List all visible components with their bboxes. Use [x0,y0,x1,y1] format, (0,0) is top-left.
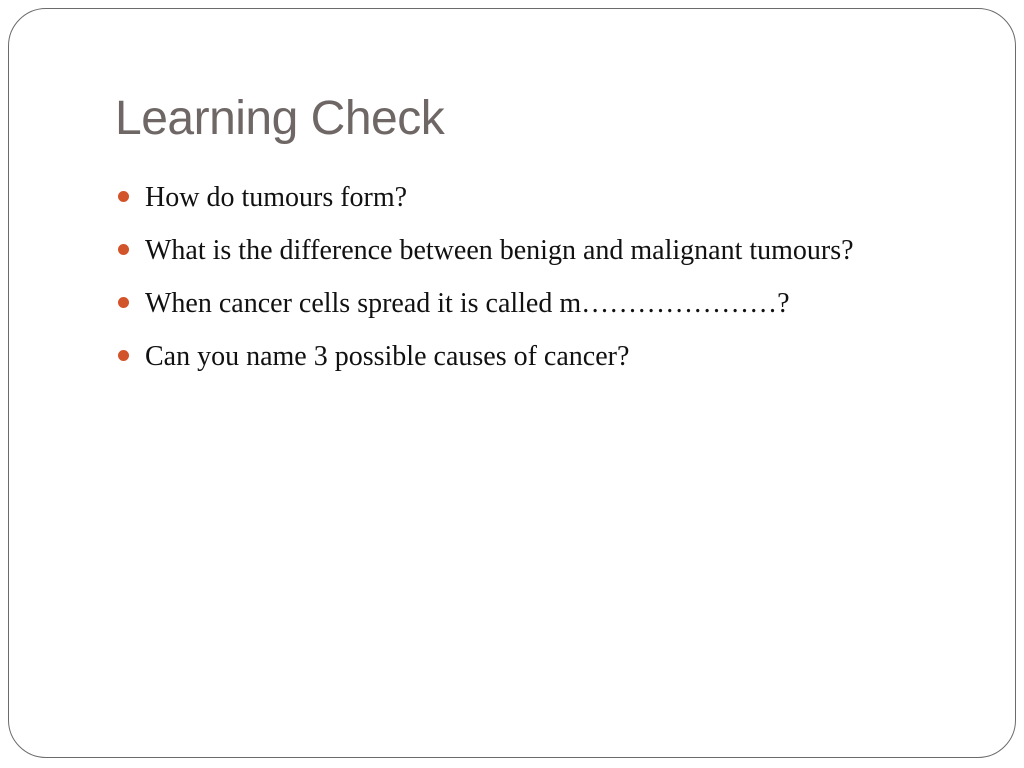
bullet-item-3 [115,281,935,326]
bullet-text-4: Can you name 3 possible causes of cancer? [145,341,630,372]
bullet-text-1: How do tumours form? [145,182,408,213]
bullet-dot-icon [118,191,129,202]
bullet-text-2: What is the difference between benign and malignant tumours? [145,235,854,266]
bullet-list [115,175,935,387]
bullet-text-3: When cancer cells spread it is called m…………………? [145,288,790,319]
bullet-dot-icon [118,297,129,308]
bullet-item-2 [115,228,935,273]
slide [8,8,1016,758]
bullet-item-1 [115,175,935,220]
bullet-dot-icon [118,350,129,361]
bullet-item-4 [115,334,935,379]
bullet-dot-icon [118,244,129,255]
slide-title: Learning Check [115,92,445,145]
